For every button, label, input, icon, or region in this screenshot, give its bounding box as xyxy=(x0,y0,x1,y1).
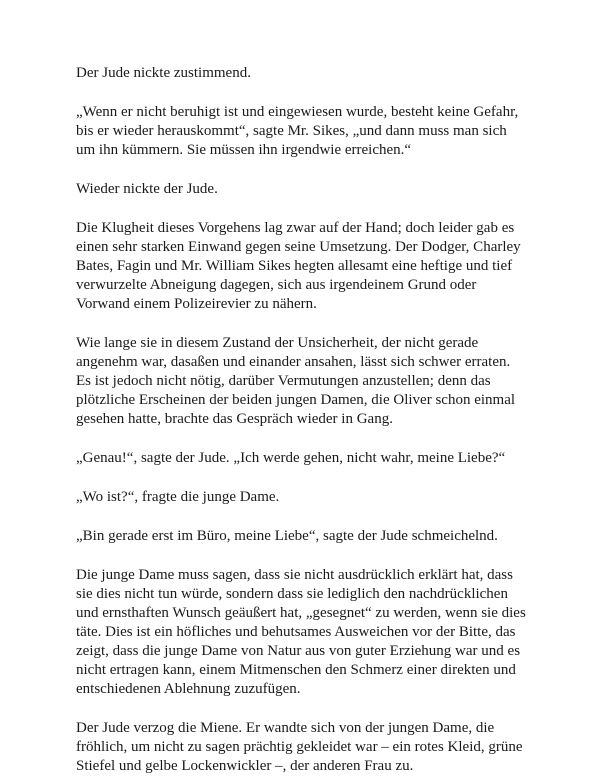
paragraph: „Wo ist?“, fragte die junge Dame. xyxy=(76,489,280,505)
paragraph: Wie lange sie in diesem Zustand der Unsicherheit, der nicht gerade angenehm war, dasaßen und einander ansahen, lässt sich schwer erraten. Es ist jedoch nicht nötig, darüber Vermutungen anzustellen; denn das plötzliche Erscheinen der beiden jungen Damen, die Oliver schon einmal gesehen hatte, brachte das Gespräch wieder in Gang. xyxy=(76,335,516,427)
paragraph: Der Jude nickte zustimmend. xyxy=(76,65,251,81)
paragraph: „Bin gerade erst im Büro, meine Liebe“, sagte der Jude schmeichelnd. xyxy=(76,528,498,544)
paragraph: Wieder nickte der Jude. xyxy=(76,181,218,197)
paragraph: Die Klugheit dieses Vorgehens lag zwar auf der Hand; doch leider gab es einen sehr starken Einwand gegen seine Umsetzung. Der Dodger, Charley Bates, Fagin und Mr. William Sikes hegten allesamt eine heftige und tief verwurzelte Abneigung dagegen, sich aus irgendeinem Grund oder Vorwand einem Polizeirevier zu nähern. xyxy=(76,220,521,312)
paragraph: Der Jude verzog die Miene. Er wandte sich von der jungen Dame, die fröhlich, um nicht zu sagen prächtig gekleidet war – ein rotes Kleid, grüne Stiefel und gelbe Lockenwickler –, der anderen Frau zu. xyxy=(76,720,523,774)
paragraph: Die junge Dame muss sagen, dass sie nicht ausdrücklich erklärt hat, dass sie dies nicht tun würde, sondern dass sie lediglich den nachdrücklichen und ernsthaften Wunsch geäußert hat, „gesegnet“ zu werden, wenn sie dies täte. Dies ist ein höfliches und behutsames Ausweichen vor der Bitte, das zeigt, dass die junge Dame von Natur aus von guter Erziehung war und es nicht ertragen kann, einem Mitmenschen den Schmerz einer direkten und entschiedenen Ablehnung zuzufügen. xyxy=(76,567,526,697)
paragraph: „Genau!“, sagte der Jude. „Ich werde gehen, nicht wahr, meine Liebe?“ xyxy=(76,450,506,466)
paragraph: „Wenn er nicht beruhigt ist und eingewiesen wurde, besteht keine Gefahr, bis er wieder herauskommt“, sagte Mr. Sikes, „und dann muss man sich um ihn kümmern. Sie müssen ihn irgendwie erreichen.“ xyxy=(76,104,519,158)
